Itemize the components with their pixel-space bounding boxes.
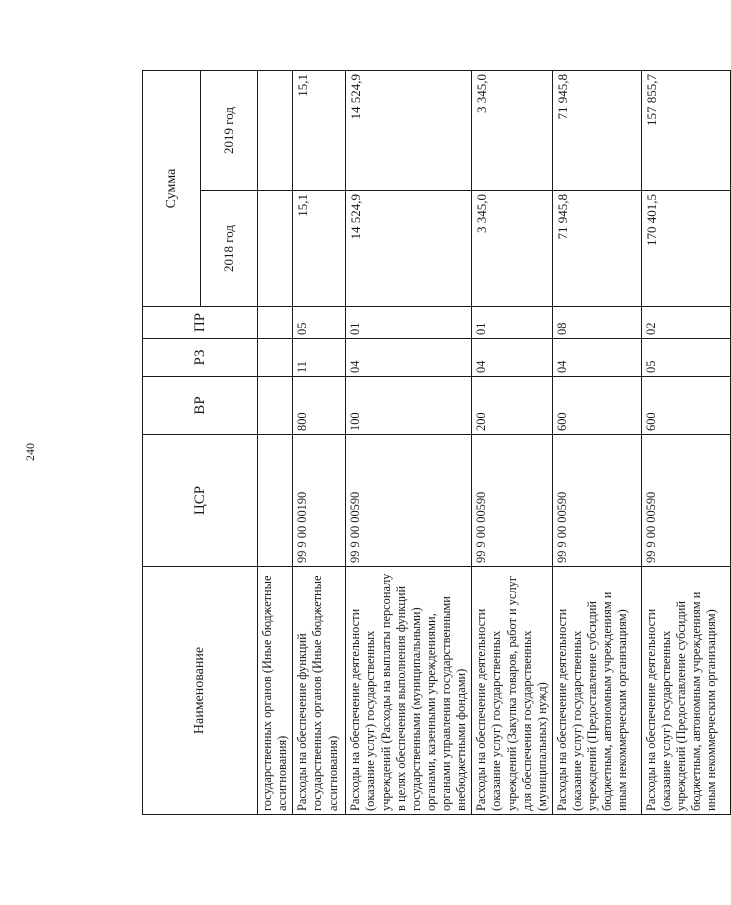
cell-name: Расходы на обеспечение функций государственных органов (Иные бюджетные ассигнования) [293,567,346,815]
cell-rz: 04 [552,339,641,377]
cell-name: Расходы на обеспечение деятельности (оказание услуг) государственных учреждений (Предоставление субсидий бюджетным, автономным учреждениям и иным некоммерческим организациям) [552,567,641,815]
budget-table-rotated [142,71,719,815]
cell-sum-2018: 71 945,8 [552,191,641,307]
cell-sum-2019: 157 855,7 [641,71,730,191]
cell-pr: 01 [346,307,472,339]
cell-pr: 08 [552,307,641,339]
cell-csr: 99 9 00 00590 [472,435,553,567]
table-header [143,71,258,815]
cell-rz: 05 [641,339,730,377]
header-name: Наименование [143,567,258,815]
cell-vr [258,377,293,435]
cell-pr [258,307,293,339]
cell-rz: 04 [472,339,553,377]
cell-csr: 99 9 00 00590 [641,435,730,567]
table-row [552,71,641,815]
cell-pr: 01 [472,307,553,339]
cell-pr: 02 [641,307,730,339]
cell-csr: 99 9 00 00190 [293,435,346,567]
cell-name: Расходы на обеспечение деятельности (оказание услуг) государственных учреждений (Предоставление субсидий бюджетным, автономным учреждениям и иным некоммерческим организациям) [641,567,730,815]
cell-rz: 11 [293,339,346,377]
cell-sum-2018: 170 401,5 [641,191,730,307]
cell-csr: 99 9 00 00590 [552,435,641,567]
cell-vr: 600 [552,377,641,435]
header-vr: ВР [143,377,258,435]
header-pr: ПР [143,307,258,339]
cell-name: Расходы на обеспечение деятельности (оказание услуг) государственных учреждений (Расходы на выплаты персоналу в целях обеспечения выполнения функций государственными (муниципальными) органами, казенными учреждениями, органами управления государственными внебюджетными фондами) [346,567,472,815]
page-number: 240 [23,443,37,461]
table-row [293,71,346,815]
cell-vr: 600 [641,377,730,435]
table-body [258,71,731,815]
budget-table [142,70,731,815]
header-year-2019: 2019 год [200,71,258,191]
cell-csr: 99 9 00 00590 [346,435,472,567]
table-row [472,71,553,815]
cell-name: государственных органов (Иные бюджетные ассигнования) [258,567,293,815]
cell-name: Расходы на обеспечение деятельности (оказание услуг) государственных учреждений (Закупка товаров, работ и услуг для обеспечения государственных (муниципальных) нужд) [472,567,553,815]
cell-sum-2019: 3 345,0 [472,71,553,191]
cell-sum-2018: 15,1 [293,191,346,307]
cell-vr: 800 [293,377,346,435]
cell-sum-2018 [258,191,293,307]
cell-pr: 05 [293,307,346,339]
header-csr: ЦСР [143,435,258,567]
header-rz: РЗ [143,339,258,377]
header-year-2018: 2018 год [200,191,258,307]
cell-sum-2018: 14 524,9 [346,191,472,307]
cell-vr: 100 [346,377,472,435]
cell-sum-2019: 14 524,9 [346,71,472,191]
cell-vr: 200 [472,377,553,435]
table-row [346,71,472,815]
table-row [258,71,293,815]
cell-sum-2019: 15,1 [293,71,346,191]
cell-rz [258,339,293,377]
cell-sum-2019: 71 945,8 [552,71,641,191]
cell-sum-2019 [258,71,293,191]
cell-sum-2018: 3 345,0 [472,191,553,307]
table-row [641,71,730,815]
cell-rz: 04 [346,339,472,377]
cell-csr [258,435,293,567]
header-sum: Сумма [143,71,201,307]
